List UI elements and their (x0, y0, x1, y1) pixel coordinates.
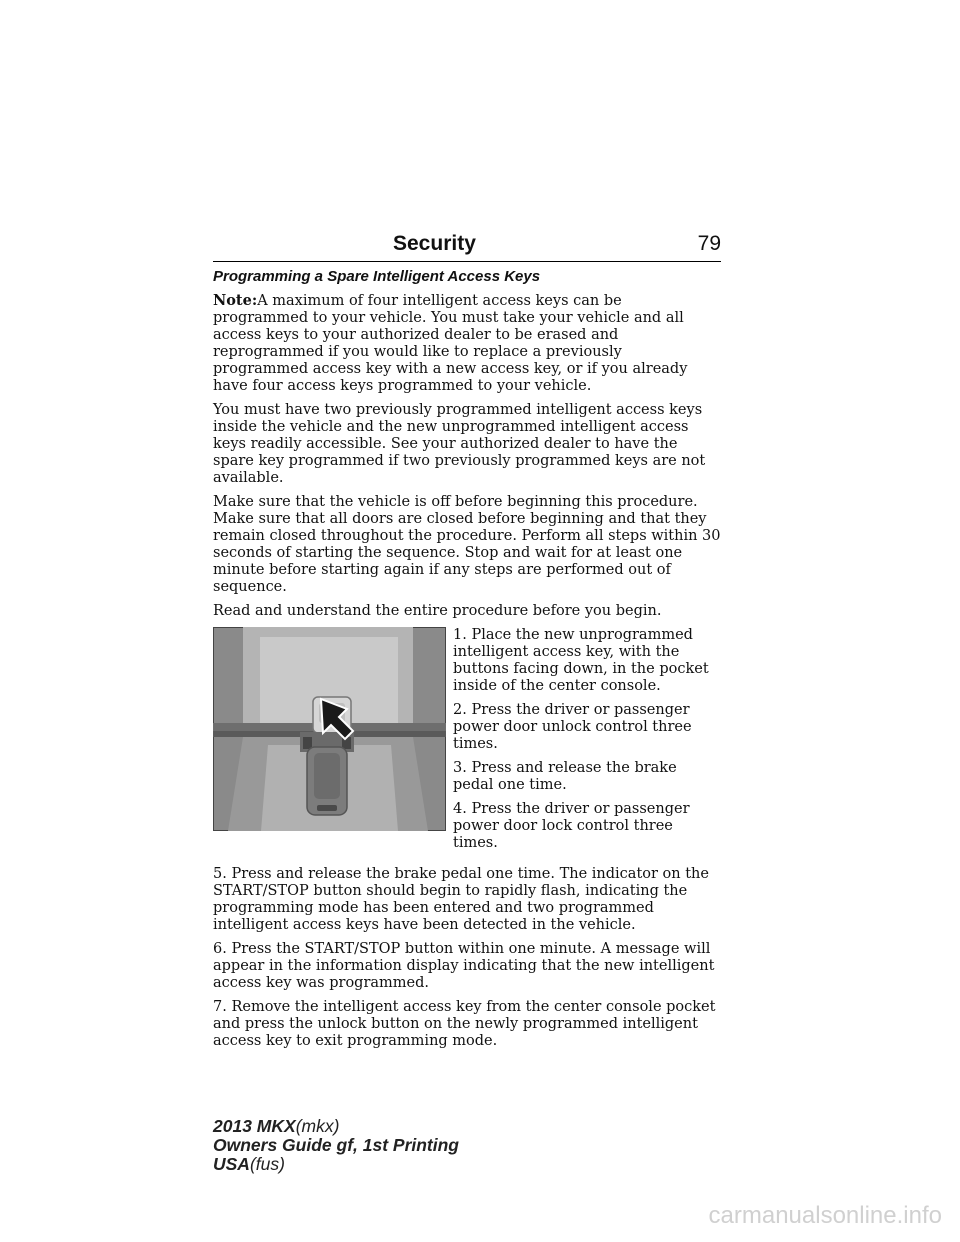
footer-line-1 (213, 1117, 459, 1136)
note-text: A maximum of four intelligent access keys can be programmed to your vehicle. You must take your vehicle and all access keys to your authorized dealer to be erased and reprogrammed if you would like to replace a previously programmed access key with a new access key, or if you already have four access keys programmed to your vehicle. (213, 293, 688, 394)
paragraph-preconditions: Make sure that the vehicle is off before beginning this procedure. Make sure that all doors are closed before beginning and that they remain closed throughout the procedure. Perform all steps within 30 seconds of starting the sequence. Stop and wait for at least one minute before starting again if any steps are performed out of sequence. (213, 494, 721, 595)
header-rule (213, 261, 721, 262)
page-content (213, 268, 721, 1057)
page-footer (213, 1117, 459, 1174)
footer-line-2: Owners Guide gf, 1st Printing (213, 1135, 459, 1155)
paragraph-requirements: You must have two previously programmed intelligent access keys inside the vehicle and the new unprogrammed intelligent access keys readily accessible. See your authorized dealer to have the spare key programmed if two previously programmed keys are not available. (213, 402, 706, 486)
step-7: 7. Remove the intelligent access key from the center console pocket and press the unlock button on the newly programmed intelligent access key to exit programming mode. (213, 999, 716, 1049)
console-drawing (213, 627, 446, 831)
page-number: 79 (697, 232, 721, 255)
figure-row (213, 627, 721, 859)
footer-region: USA (213, 1154, 250, 1174)
note-label: Note: (213, 292, 258, 309)
note-paragraph (213, 292, 721, 395)
steps-beside-figure (453, 627, 721, 859)
step-3: 3. Press and release the brake pedal one time. (453, 760, 677, 793)
paragraph-read-first: Read and understand the entire procedure before you begin. (213, 603, 662, 619)
section-title: Security (393, 232, 476, 255)
step-4: 4. Press the driver or passenger power door lock control three times. (453, 801, 690, 851)
watermark: carmanualsonline.info (708, 1202, 942, 1229)
subheading: Programming a Spare Intelligent Access Keys (213, 268, 541, 285)
page-header (213, 232, 721, 262)
footer-model-code: (mkx) (295, 1116, 340, 1136)
footer-region-code: (fus) (249, 1154, 285, 1174)
step-2: 2. Press the driver or passenger power door unlock control three times. (453, 702, 692, 752)
step-1: 1. Place the new unprogrammed intelligent access key, with the buttons facing down, in the pocket inside of the center console. (453, 627, 709, 694)
center-console-illustration (213, 627, 446, 831)
step-6: 6. Press the START/STOP button within one minute. A message will appear in the information display indicating that the new intelligent access key was programmed. (213, 941, 715, 991)
footer-model: 2013 MKX (213, 1116, 296, 1136)
footer-line-3 (213, 1155, 459, 1174)
step-5: 5. Press and release the brake pedal one time. The indicator on the START/STOP button should begin to rapidly flash, indicating the programming mode has been entered and two programmed intelligent access keys have been detected in the vehicle. (213, 866, 709, 933)
